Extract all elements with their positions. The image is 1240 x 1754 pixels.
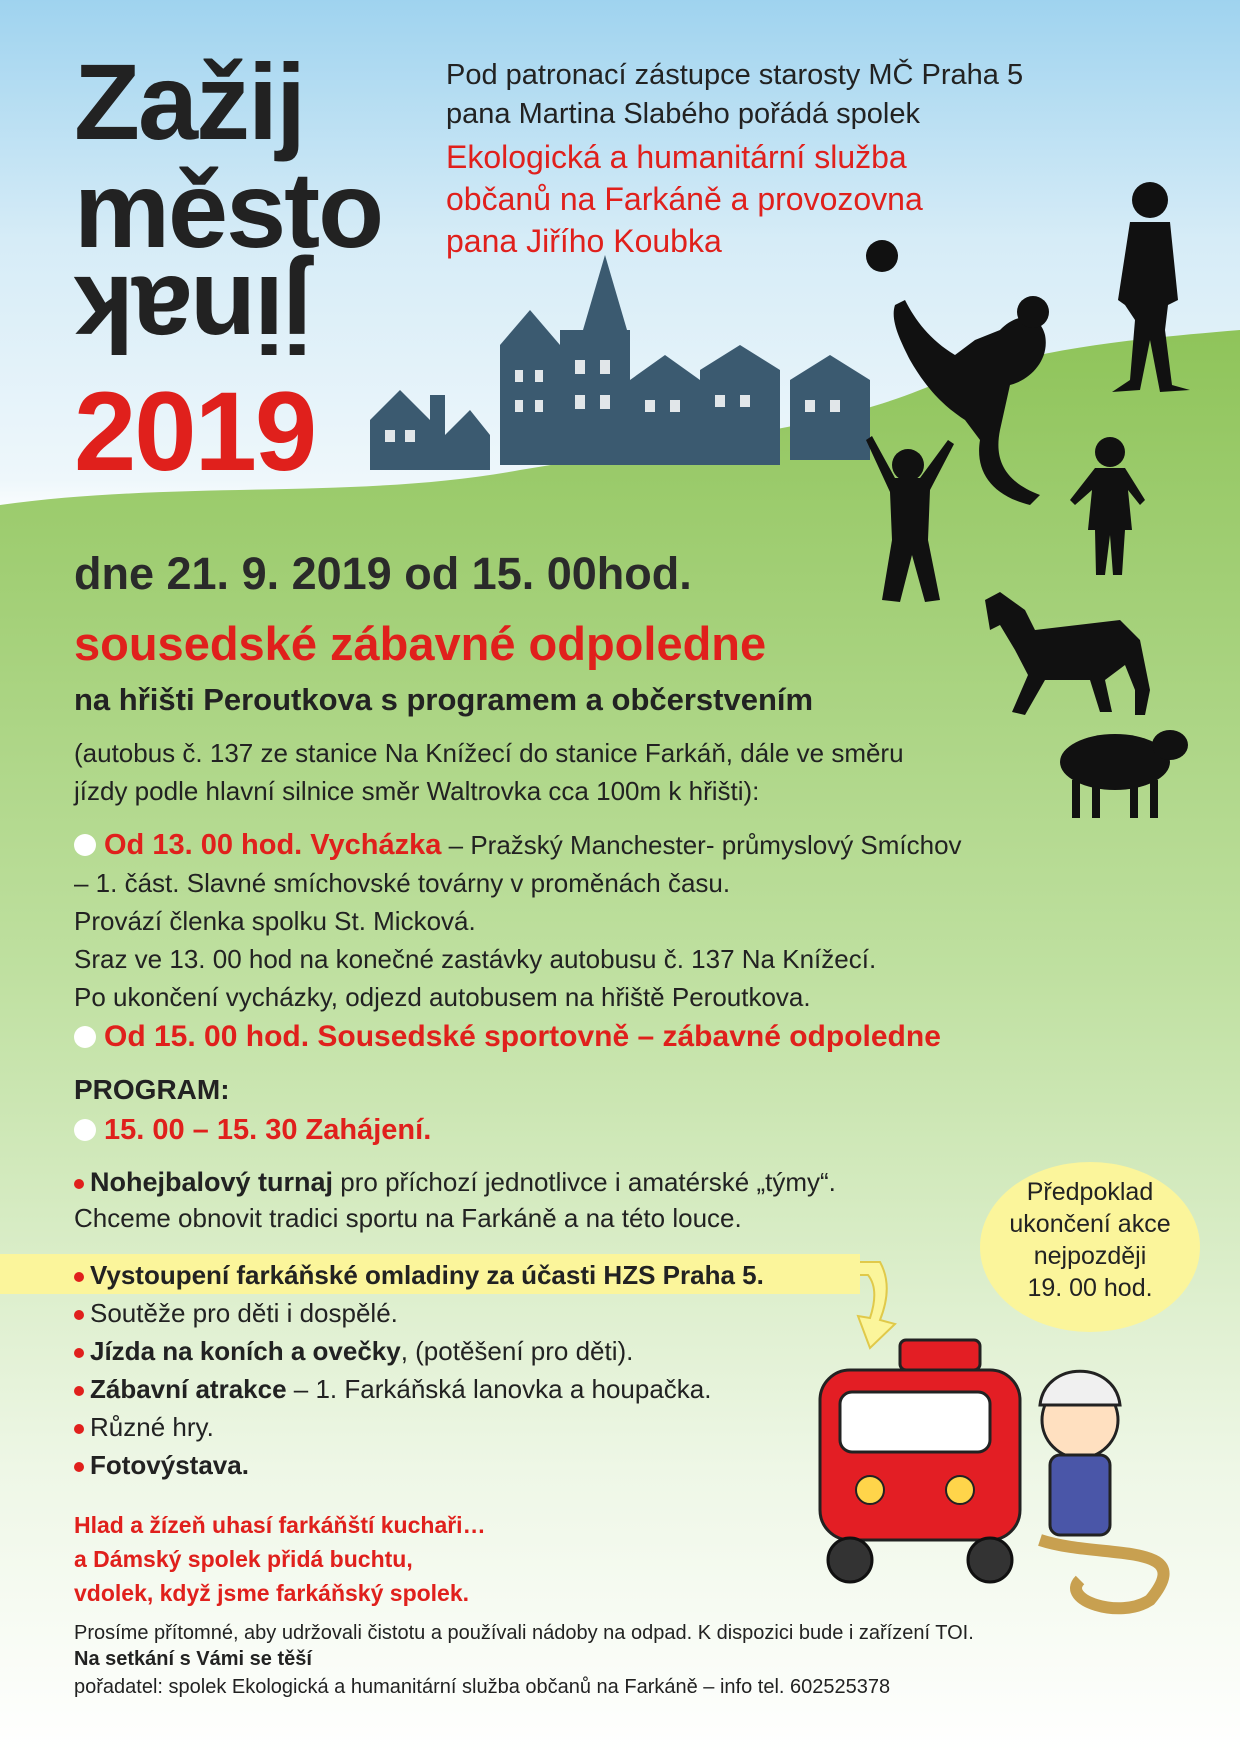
organizer-text: Ekologická a humanitární služba občanů na Farkáně a provozovna pana Jiřího Koubka [446, 139, 923, 259]
program-list [74, 1256, 764, 1484]
list-item: Vystoupení farkáňské omladiny za účasti HZS Praha 5. [74, 1256, 764, 1294]
title-line3-inverted: jinak [75, 254, 313, 375]
list-item: Zábavní atrakce – 1. Farkáňská lanovka a houpačka. [74, 1370, 764, 1408]
program-heading: PROGRAM: [74, 1074, 230, 1105]
event-subtitle: sousedské zábavné odpoledne [74, 617, 767, 670]
title-year: 2019 [74, 369, 316, 494]
patron-text: Pod patronací zástupce starosty MČ Praha 5 pana Martina Slabého pořádá spolek [446, 59, 1024, 130]
list-item: Jízda na koních a ovečky, (potěšení pro děti). [74, 1332, 764, 1370]
list-item: Různé hry. [74, 1408, 764, 1446]
event-place: na hřišti Peroutkova s programem a občerstvením [74, 682, 814, 717]
nohejbal-item-line2: Chceme obnovit tradici sportu na Farkáně a na této louce. [74, 1203, 742, 1233]
town-silhouette-icon [370, 255, 870, 470]
red-bullet-icon [74, 1272, 84, 1282]
list-item: Soutěže pro děti i dospělé. [74, 1294, 764, 1332]
red-bullet-icon [74, 1462, 84, 1472]
red-bullet-icon [74, 1179, 84, 1189]
end-time-bubble: Předpoklad ukončení akce nejpozději 19. 00 hod. [980, 1162, 1200, 1332]
footer-note: Prosíme přítomné, aby udržovali čistotu a používali nádoby na odpad. K dispozici bude i zařízení TOI. [74, 1622, 974, 1644]
red-bullet-icon [74, 1310, 84, 1320]
program-start: 15. 00 – 15. 30 Zahájení. [74, 1114, 431, 1147]
list-item: Fotovýstava. [74, 1446, 764, 1484]
red-bullet-icon [74, 1348, 84, 1358]
white-bullet-icon [74, 834, 96, 856]
refreshments-note: Hlad a žízeň uhasí farkáňští kuchaři… a Dámský spolek přidá buchtu, vdolek, když jsme farkáňský spolek. [74, 1512, 486, 1606]
red-bullet-icon [74, 1424, 84, 1434]
sport-heading: Od 15. 00 hod. Sousedské sportovně – zábavné odpoledne [74, 1020, 941, 1054]
bus-directions: (autobus č. 137 ze stanice Na Knížecí do stanice Farkáň, dále ve směru jízdy podle hlavní silnice směr Waltrovka cca 100m k hřišti): [74, 738, 904, 806]
footer-greeting: Na setkání s Vámi se těší [74, 1648, 312, 1670]
walk-section: Od 13. 00 hod. Vycházka – Pražský Manchester- průmyslový Smíchov – 1. část. Slavné smíchovské továrny v proměnách času. Provází členka spolku St. Micková. Sraz ve 13. 00 hod na konečné zastávky autobusu č. 137 Na Knížecí. Po ukončení vycházky, odjezd autobusem na hřiště Peroutkova. [74, 829, 962, 1012]
title-line2: město [74, 149, 383, 270]
red-bullet-icon [74, 1386, 84, 1396]
footer-organizer: pořadatel: spolek Ekologická a humanitární služba občanů na Farkáně – info tel. 602525378 [74, 1676, 891, 1698]
white-bullet-icon [74, 1026, 96, 1048]
title-line1: Zažij [74, 41, 305, 162]
nohejbal-item: Nohejbalový turnaj pro příchozí jednotlivce i amatérské „týmy“. [74, 1164, 1034, 1200]
white-bullet-icon [74, 1119, 96, 1141]
event-date: dne 21. 9. 2019 od 15. 00hod. [74, 548, 692, 599]
